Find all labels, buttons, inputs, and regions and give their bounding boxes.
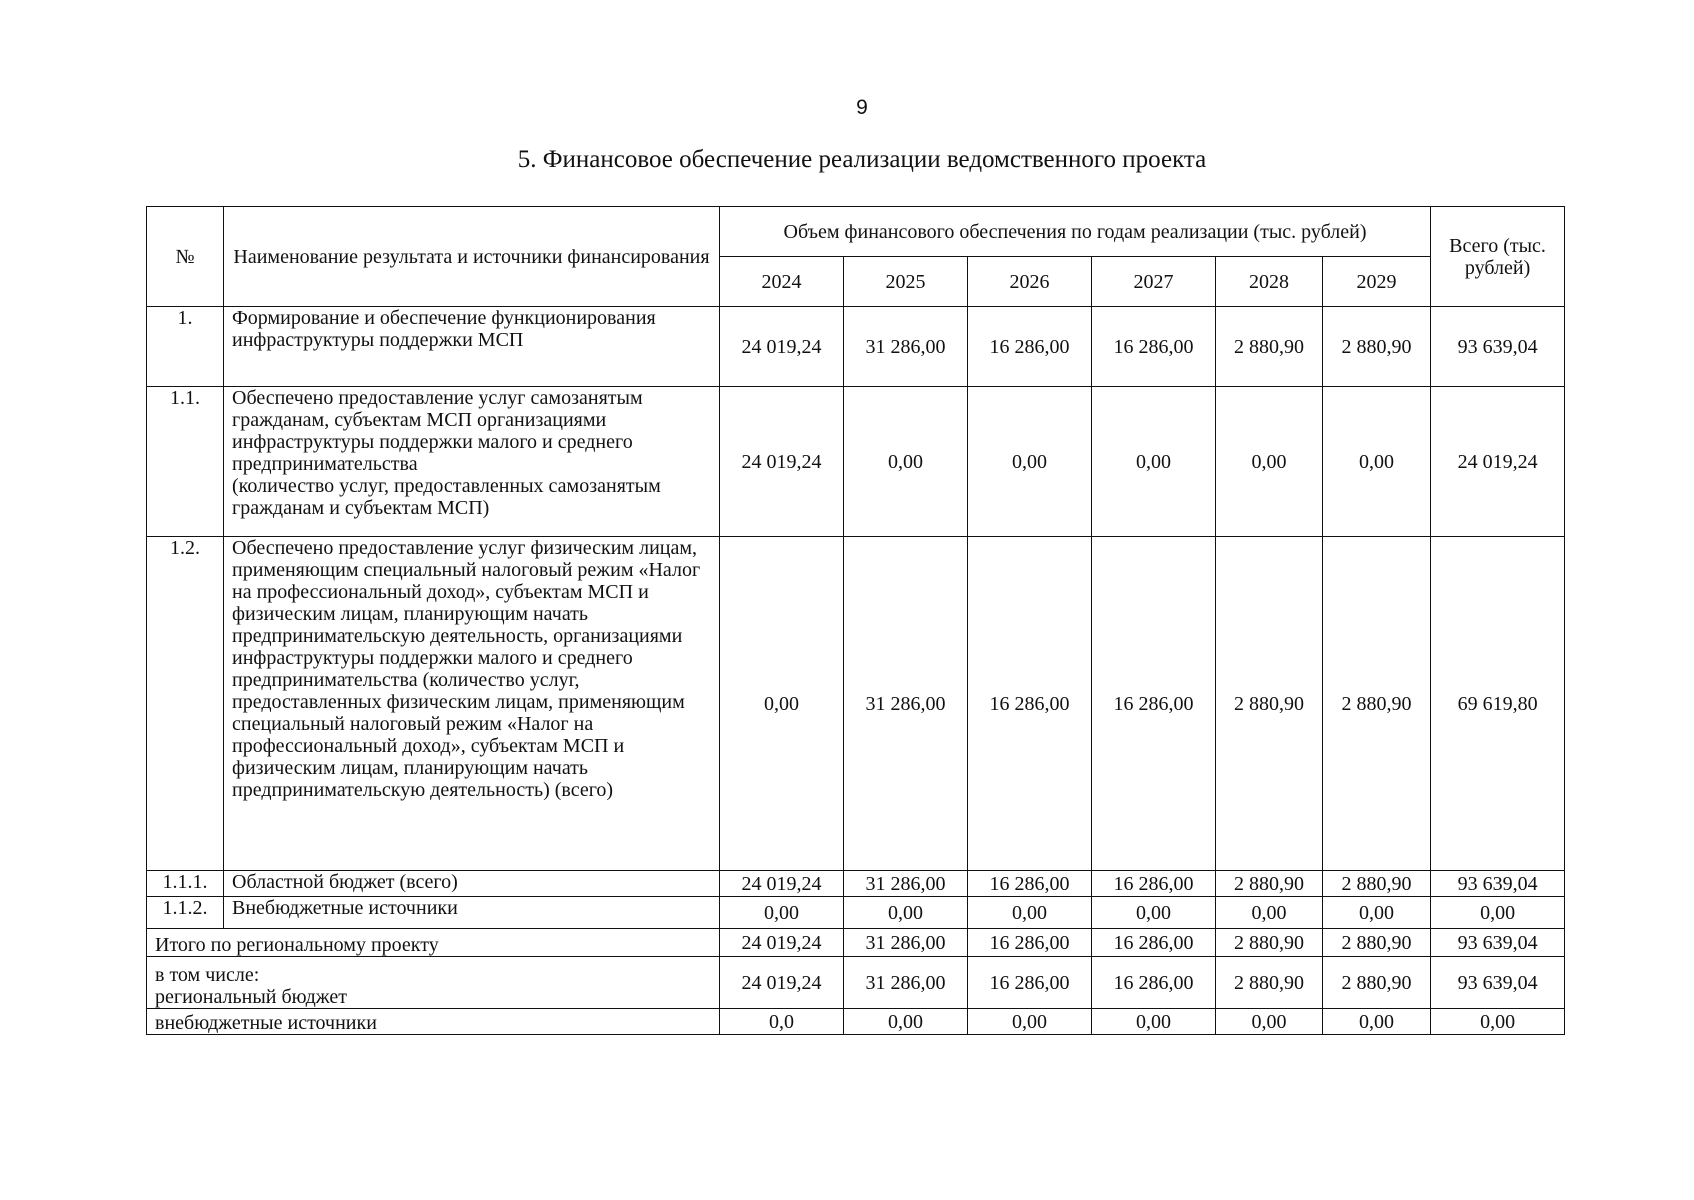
summary-total: 0,00 xyxy=(1431,1009,1565,1035)
row-value: 31 286,00 xyxy=(844,307,968,387)
row-value: 0,00 xyxy=(844,387,968,537)
row-value: 24 019,24 xyxy=(720,387,844,537)
row-value: 24 019,24 xyxy=(720,871,844,897)
row-number: 1.1.2. xyxy=(147,897,224,929)
table-row xyxy=(147,871,1565,897)
row-value: 2 880,90 xyxy=(1216,307,1323,387)
row-number: 1.1.1. xyxy=(147,871,224,897)
summary-value: 2 880,90 xyxy=(1323,929,1431,957)
summary-value: 31 286,00 xyxy=(844,957,968,1009)
row-value: 2 880,90 xyxy=(1323,871,1431,897)
table-row xyxy=(147,897,1565,929)
summary-name: в том числе: региональный бюджет xyxy=(147,957,720,1009)
summary-name: Итого по региональному проекту xyxy=(147,929,720,957)
summary-total: 93 639,04 xyxy=(1431,929,1565,957)
row-total: 0,00 xyxy=(1431,897,1565,929)
header-year: 2029 xyxy=(1323,257,1431,307)
summary-value: 16 286,00 xyxy=(968,929,1092,957)
header-year: 2024 xyxy=(720,257,844,307)
row-value: 2 880,90 xyxy=(1216,871,1323,897)
summary-value: 0,00 xyxy=(1092,1009,1216,1035)
row-value: 0,00 xyxy=(844,897,968,929)
header-year: 2025 xyxy=(844,257,968,307)
table-row xyxy=(147,307,1565,387)
table-row xyxy=(147,387,1565,537)
row-total: 93 639,04 xyxy=(1431,871,1565,897)
row-value: 0,00 xyxy=(1323,387,1431,537)
summary-value: 31 286,00 xyxy=(844,929,968,957)
row-value: 16 286,00 xyxy=(968,537,1092,871)
row-value: 16 286,00 xyxy=(1092,537,1216,871)
row-value: 16 286,00 xyxy=(1092,307,1216,387)
row-value: 0,00 xyxy=(1092,387,1216,537)
summary-value: 0,00 xyxy=(968,1009,1092,1035)
header-year: 2028 xyxy=(1216,257,1323,307)
summary-value: 16 286,00 xyxy=(1092,929,1216,957)
row-value: 2 880,90 xyxy=(1323,537,1431,871)
row-value: 0,00 xyxy=(1216,897,1323,929)
row-value: 2 880,90 xyxy=(1323,307,1431,387)
row-total: 24 019,24 xyxy=(1431,387,1565,537)
section-title: 5. Финансовое обеспечение реализации ведомственного проекта xyxy=(517,146,1207,173)
summary-value: 16 286,00 xyxy=(1092,957,1216,1009)
summary-value: 2 880,90 xyxy=(1323,957,1431,1009)
table-row xyxy=(147,537,1565,871)
row-value: 0,00 xyxy=(968,387,1092,537)
header-row-1 xyxy=(147,207,1565,257)
row-value: 2 880,90 xyxy=(1216,537,1323,871)
row-value: 0,00 xyxy=(968,897,1092,929)
summary-value: 2 880,90 xyxy=(1216,957,1323,1009)
header-year: 2027 xyxy=(1092,257,1216,307)
row-value: 16 286,00 xyxy=(968,871,1092,897)
row-value: 24 019,24 xyxy=(720,307,844,387)
header-no: № xyxy=(147,207,224,307)
financing-table xyxy=(146,206,1565,1035)
header-year: 2026 xyxy=(968,257,1092,307)
summary-value: 24 019,24 xyxy=(720,957,844,1009)
summary-name: внебюджетные источники xyxy=(147,1009,720,1035)
row-value: 0,00 xyxy=(1216,387,1323,537)
summary-row xyxy=(147,957,1565,1009)
row-name: Обеспечено предоставление услуг физическим лицам, применяющим специальный налоговый режим «Налог на профессиональный доход», субъектам МСП и физическим лицам, планирующим начать предпринимательскую деятельность, организациями инфраструктуры поддержки малого и среднего предпринимательства (количество услуг, предоставленных физическим лицам, применяющим специальный налоговый режим «Налог на профессиональный доход», субъектам МСП и физическим лицам, планирующим начать предпринимательскую деятельность) (всего) xyxy=(224,537,720,871)
page-number: 9 xyxy=(856,96,868,119)
row-total: 93 639,04 xyxy=(1431,307,1565,387)
summary-value: 24 019,24 xyxy=(720,929,844,957)
row-name: Областной бюджет (всего) xyxy=(224,871,720,897)
row-number: 1. xyxy=(147,307,224,387)
summary-value: 0,00 xyxy=(844,1009,968,1035)
header-total: Всего (тыс. рублей) xyxy=(1431,207,1565,307)
header-name: Наименование результата и источники финансирования xyxy=(224,207,720,307)
row-name: Формирование и обеспечение функционирования инфраструктуры поддержки МСП xyxy=(224,307,720,387)
summary-row xyxy=(147,929,1565,957)
row-value: 0,00 xyxy=(1323,897,1431,929)
row-total: 69 619,80 xyxy=(1431,537,1565,871)
summary-value: 0,0 xyxy=(720,1009,844,1035)
row-number: 1.1. xyxy=(147,387,224,537)
row-name: Внебюджетные источники xyxy=(224,897,720,929)
summary-value: 2 880,90 xyxy=(1216,929,1323,957)
row-value: 0,00 xyxy=(720,897,844,929)
row-value: 16 286,00 xyxy=(1092,871,1216,897)
summary-value: 0,00 xyxy=(1216,1009,1323,1035)
row-value: 16 286,00 xyxy=(968,307,1092,387)
header-volume: Объем финансового обеспечения по годам реализации (тыс. рублей) xyxy=(720,207,1431,257)
summary-value: 16 286,00 xyxy=(968,957,1092,1009)
row-value: 31 286,00 xyxy=(844,537,968,871)
row-value: 0,00 xyxy=(720,537,844,871)
row-name: Обеспечено предоставление услуг самозанятым гражданам, субъектам МСП организациями инфраструктуры поддержки малого и среднего предпринимательства (количество услуг, предоставленных самозанятым гражданам и субъектам МСП) xyxy=(224,387,720,537)
summary-value: 0,00 xyxy=(1323,1009,1431,1035)
row-value: 31 286,00 xyxy=(844,871,968,897)
summary-row xyxy=(147,1009,1565,1035)
row-value: 0,00 xyxy=(1092,897,1216,929)
row-number: 1.2. xyxy=(147,537,224,871)
summary-total: 93 639,04 xyxy=(1431,957,1565,1009)
